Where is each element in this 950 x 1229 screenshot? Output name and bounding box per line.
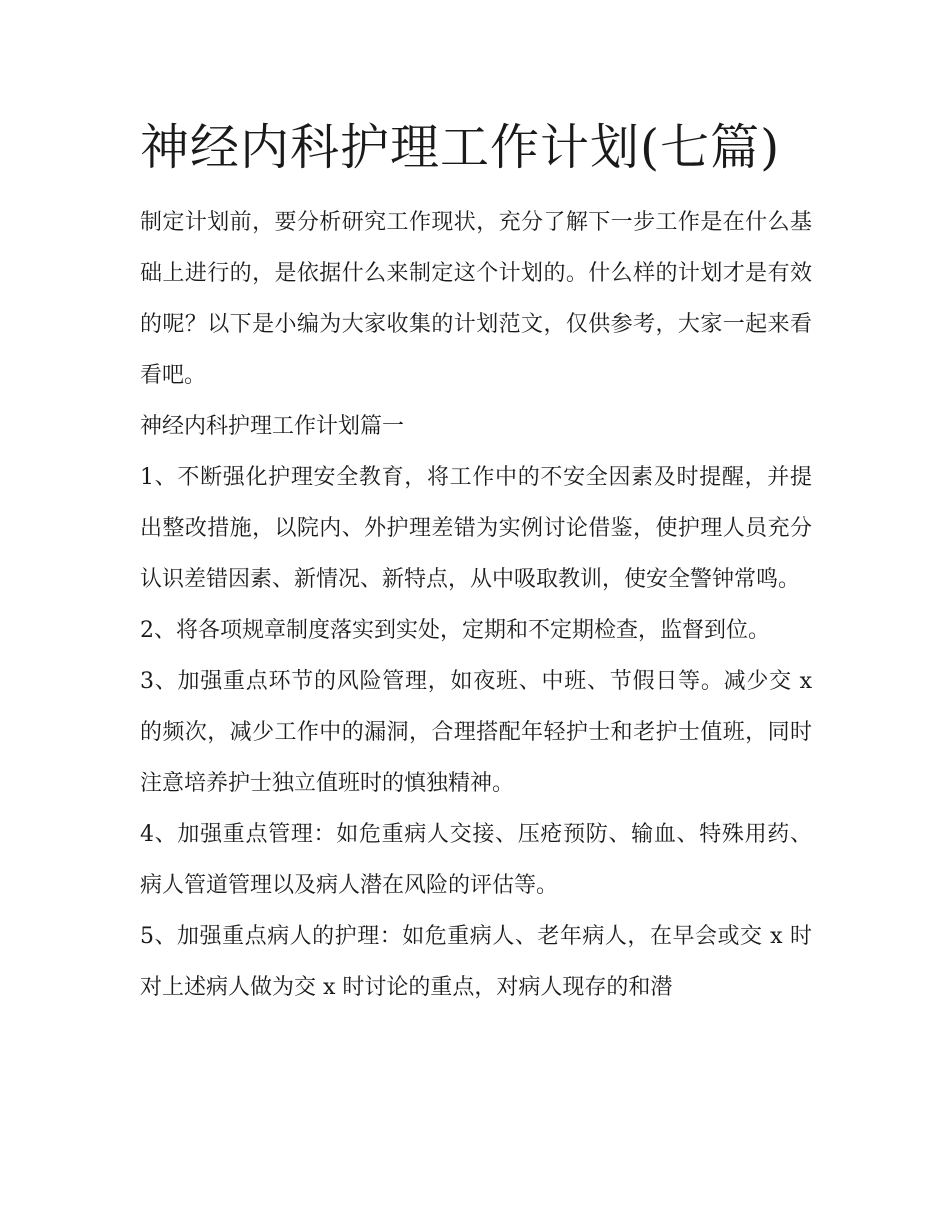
list-item-5: 5、加强重点病人的护理：如危重病人、老年病人，在早会或交 x 时对上述病人做为交 x 时讨论的重点，对病人现存的和潜 (140, 924, 812, 1000)
list-item-1: 1、不断强化护理安全教育，将工作中的不安全因素及时提醒，并提出整改措施，以院内、外护理差错为实例讨论借鉴，使护理人员充分认识差错因素、新情况、新特点，从中吸取教训，使安全警钟常鸣。 (140, 465, 812, 592)
list-item-3: 3、加强重点环节的风险管理，如夜班、中班、节假日等。减少交 x 的频次，减少工作中的漏洞，合理搭配年轻护士和老护士值班，同时注意培养护士独立值班时的慎独精神。 (140, 669, 812, 796)
section-heading: 神经内科护理工作计划篇一 (140, 414, 405, 439)
intro-paragraph: 制定计划前，要分析研究工作现状，充分了解下一步工作是在什么基础上进行的，是依据什么来制定这个计划的。什么样的计划才是有效的呢？以下是小编为大家收集的计划范文，仅供参考，大家一起来看看吧。 (140, 210, 812, 388)
document-body (140, 112, 812, 1013)
list-item-4: 4、加强重点管理：如危重病人交接、压疮预防、输血、特殊用药、病人管道管理以及病人潜在风险的评估等。 (140, 822, 812, 898)
document-title: 神经内科护理工作计划(七篇) (140, 119, 781, 176)
list-item-2: 2、将各项规章制度落实到实处，定期和不定期检查，监督到位。 (140, 618, 770, 643)
